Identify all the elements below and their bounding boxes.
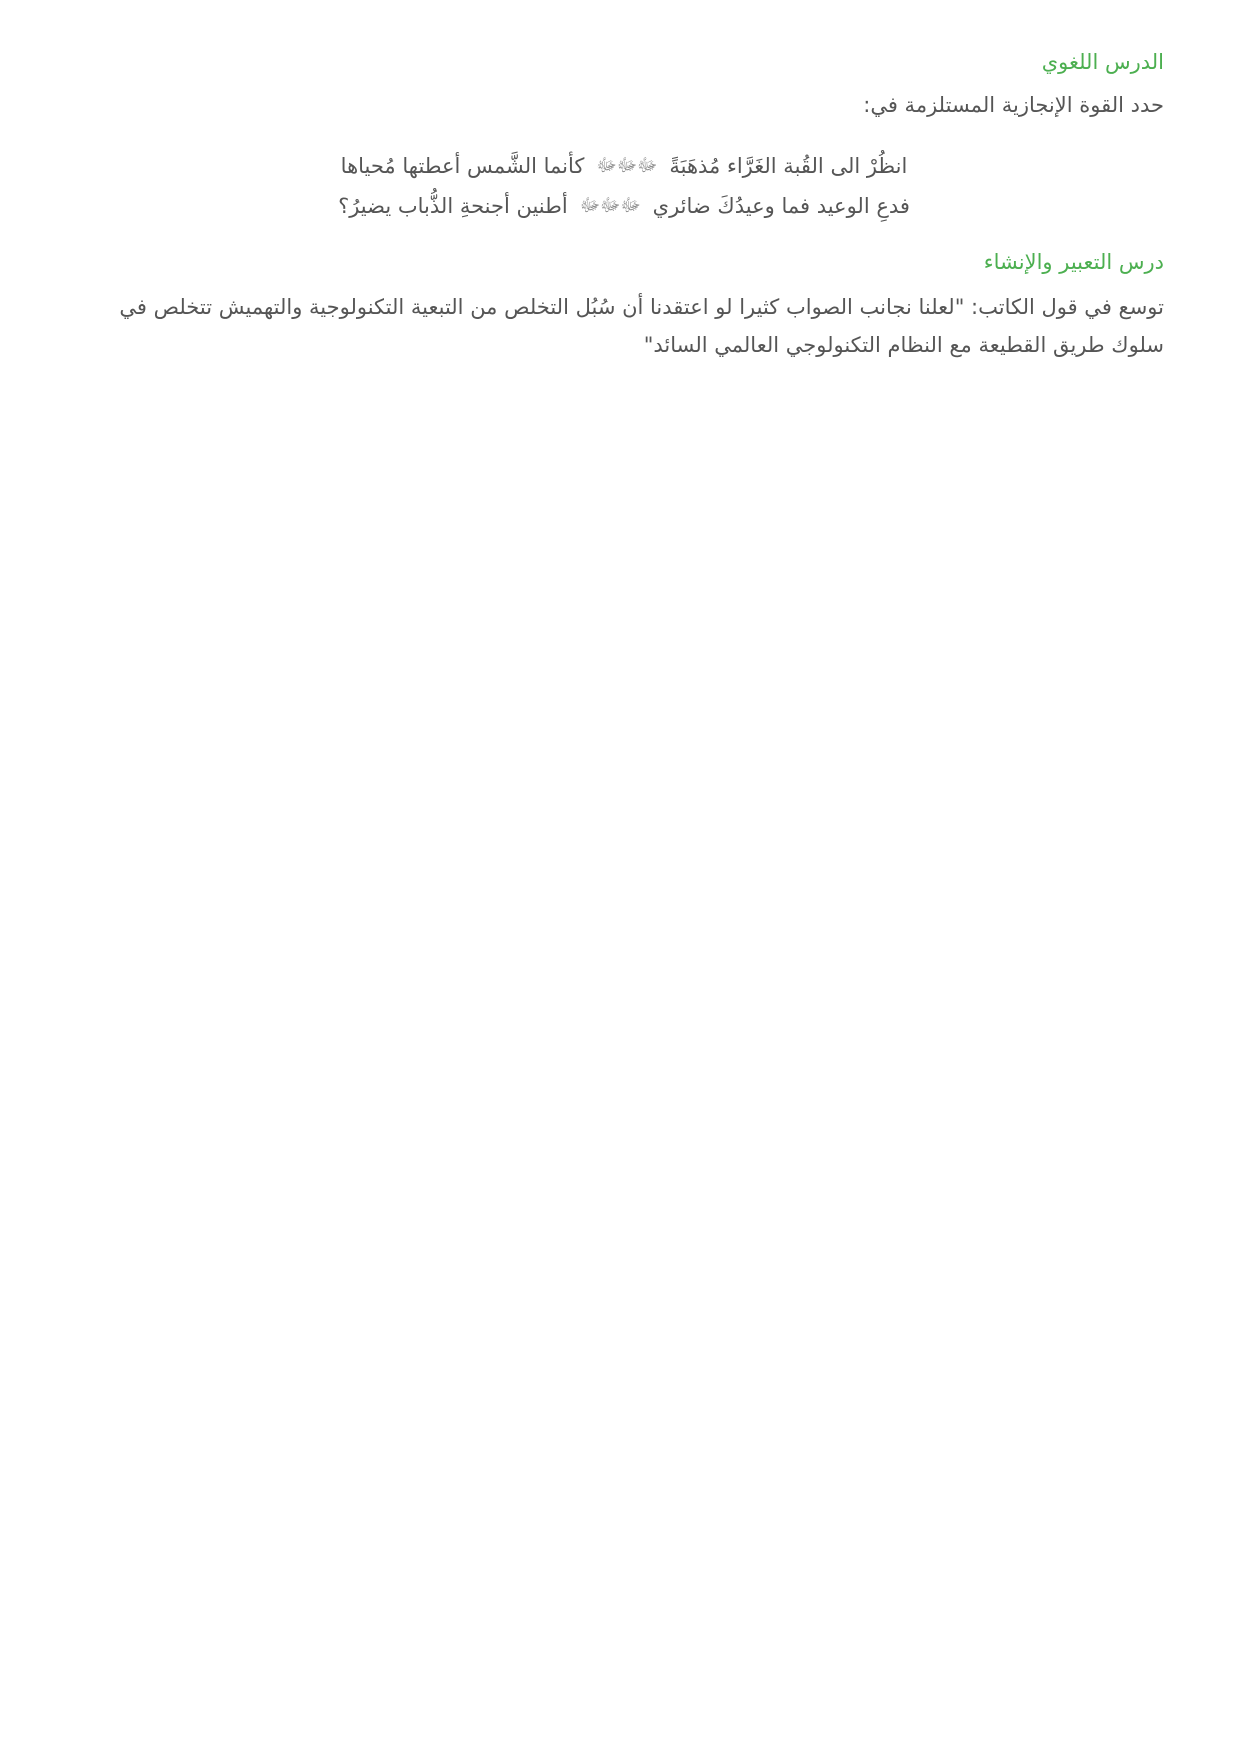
document-page — [84, 44, 1164, 364]
verse-separator-icon: ﷻﷻﷻ — [579, 195, 641, 216]
verse-first-hemistich: فدعِ الوعيد فما وعيدُكَ ضائري — [652, 194, 910, 218]
verse-first-hemistich: انظُرْ الى القُبة الغَرَّاء مُذهَبَةً — [669, 154, 908, 178]
verse-second-hemistich: كأنما الشَّمس أعطتها مُحياها — [340, 154, 585, 178]
question-text: حدد القوة الإنجازية المستلزمة في: — [863, 93, 1164, 117]
verse-second-hemistich: أطنين أجنحةِ الذُّباب يضيرُ؟ — [338, 194, 568, 218]
poem-block — [84, 146, 1164, 226]
section-title-language-lesson: الدرس اللغوي — [1041, 50, 1164, 74]
section-title-expression-lesson: درس التعبير والإنشاء — [983, 250, 1164, 274]
poem-verse — [84, 146, 1164, 186]
poem-verse — [84, 186, 1164, 226]
verse-separator-icon: ﷻﷻﷻ — [596, 155, 658, 176]
expression-prompt-text: توسع في قول الكاتب: "لعلنا نجانب الصواب كثيرا لو اعتقدنا أن سُبُل التخلص من التبعية التكنولوجية والتهميش تتخلص في سلوك طريق القطيعة مع النظام التكنولوجي العالمي السائد" — [119, 295, 1164, 357]
